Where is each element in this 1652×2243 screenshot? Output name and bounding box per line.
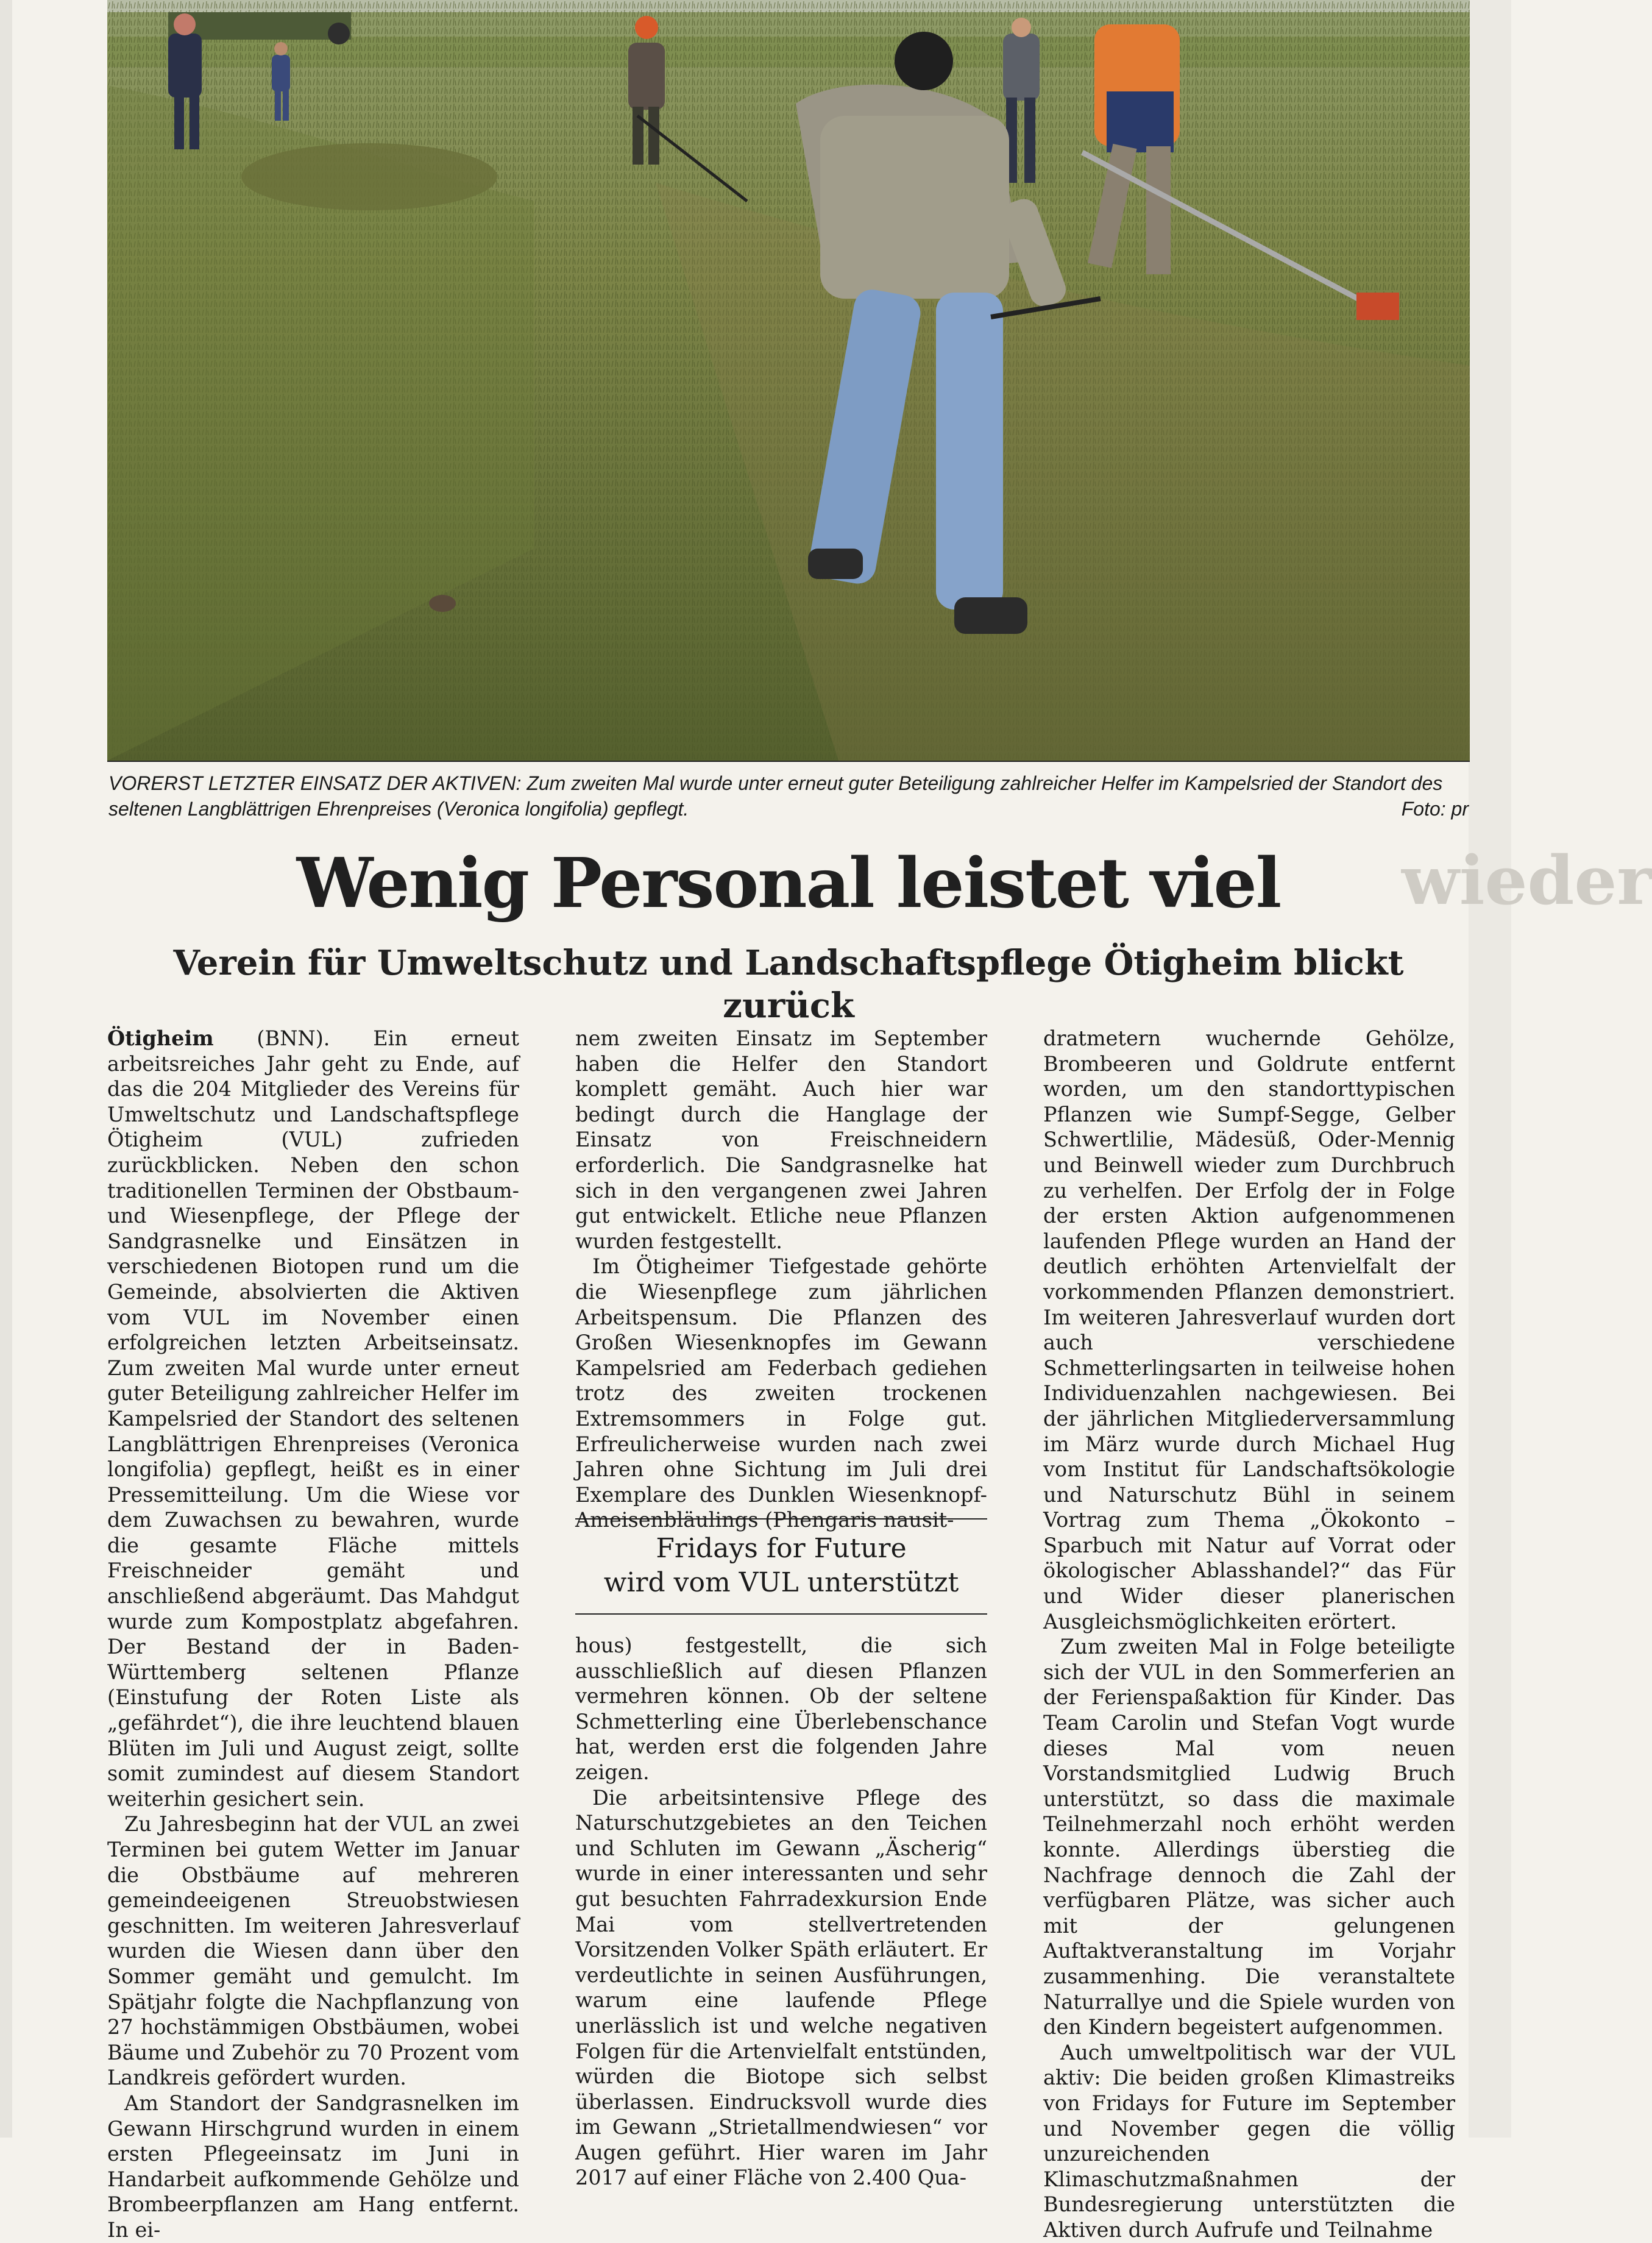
neighbor-headline-fragment: wieder [1402,841,1652,920]
paragraph-9: Zum zweiten Mal in Folge beteiligte sich der VUL in den Sommerferien an der Ferienspaßaktion für Kinder. Das Team Carolin und Stefan Vogt wurde dieses Mal vom neuen Vorstandsmitglied Ludwig Bruch unterstützt, so dass die maximale Teilnehmerzahl noch erhöht werden konnte. Allerdings überstieg die Nachfrage dennoch die Zahl der verfügbaren Plätze, was sicher auch mit der gelungenen Auftaktveranstaltung im Vorjahr zusammenhing. Die veranstaltete Naturrallye und die Spiele wurden von den Kindern begeistert aufgenommen. [1043,1635,1455,2039]
paragraph-8: dratmetern wuchernde Gehölze, Brombeeren und Goldrute entfernt worden, um den standorttypischen Pflanzen wie Sumpf-Segge, Gelber Schwertlilie, Mädesüß, Oder-Mennig und Beinwell wieder zum Durchbruch zu verhelfen. Der Erfolg der in Folge der ersten Aktion aufgenommenen laufenden Pflege wurden an Hand der deutlich erhöhten Artenvielfalt der vorkommenden Pflanzen demonstriert. Im weiteren Jahresverlauf wurden dort auch verschiedene Schmetterlingsarten in teilweise hohen Individuenzahlen nachgewiesen. Bei der jährlichen Mitgliederversammlung im März wurde durch Michael Hug vom Institut für Landschaftsökologie und Naturschutz Bühl in seinem Vortrag zum Thema „Ökokonto – Sparbuch mit Natur auf Vorrat oder ökologischer Ablasshandel?“ das Für und Wider dieser planerischen Ausgleichsmöglichkeiten erörtert. [1043,1026,1455,1633]
article-column-1 [107,1026,519,2243]
paragraph-1 [107,1026,519,1811]
article-headline: Wenig Personal leistet viel [296,844,1281,923]
paragraph-2: Zu Jahresbeginn hat der VUL an zwei Terminen bei gutem Wetter im Januar die Obstbäume auf mehreren gemeindeeigenen Streuobstwiesen geschnitten. Im weiteren Jahresverlauf wurden die Wiesen dann über den Sommer gemäht und gemulcht. Im Spätjahr folgte die Nachpflanzung von 27 hochstämmigen Obstbäumen, wobei Bäume und Zubehör zu 70 Prozent vom Landkreis gefördert wurden. [107,1812,519,2090]
intermediate-heading-line-1: Fridays for Future [656,1533,907,1564]
meadow-photo-illustration [107,0,1470,761]
paragraph-7: Die arbeitsintensive Pflege des Naturschutzgebietes an den Teichen und Schluten im Gewann „Äscherig“ wurde in einer interessanten und sehr gut besuchten Fahrradexkursion Ende Mai vom stellvertretenden Vorsitzenden Volker Späth erläutert. Er verdeutlichte in seinen Ausführungen, warum eine laufende Pflege unerlässlich ist und welche negativen Folgen für die Artenvielfalt entstünden, würden die Biotope sich selbst überlassen. Eindrucksvoll wurde dies im Gewann „Strietallmendwiesen“ vor Augen geführt. Hier waren im Jahr 2017 auf einer Fläche von 2.400 Qua- [575,1785,987,2190]
paragraph-1-text: (BNN). Ein erneut arbeitsreiches Jahr geht zu Ende, auf das die 204 Mitglieder des Vereins für Umweltschutz und Landschaftspflege Ötigheim (VUL) zufrieden zurückblicken. Neben den schon traditionellen Terminen der Obstbaum- und Wiesenpflege, der Pflege der Sandgrasnelke und Einsätzen in verschiedenen Biotopen rund um die Gemeinde, absolvierten die Aktiven vom VUL im November einen erfolgreichen letzten Arbeitseinsatz. Zum zweiten Mal wurde unter erneut guter Beteiligung zahlreicher Helfer im Kampelsried der Standort des seltenen Langblättrigen Ehrenpreises (Veronica longifolia) gepflegt, heißt es in einer Pressemitteilung. Um die Wiese vor dem Zuwachsen zu bewahren, wurde die gesamte Fläche mittels Freischneider gemäht und anschließend abgeräumt. Das Mahdgut wurde zum Kompostplatz abgefahren. Der Bestand der in Baden-Württemberg seltenen Pflanze (Einstufung der Roten Liste als „gefährdet“), die ihre leuchtend blauen Blüten im Juli und August zeigt, sollte somit zumindest auf diesem Standort weiterhin gesichert sein. [107,1026,519,1811]
photo-credit: Foto: pr [1401,798,1469,820]
page-left-edge [0,0,12,2138]
paragraph-6: hous) festgestellt, die sich ausschließlich auf diesen Pflanzen vermehren können. Ob der seltene Schmetterling eine Überlebenschance hat, werden erst die folgenden Jahre zeigen. [575,1633,987,1784]
paragraph-5: Im Ötigheimer Tiefgestade gehörte die Wiesenpflege zum jährlichen Arbeitspensum. Die Pflanzen des Großen Wiesenknopfes im Gewann Kampelsried am Federbach gediehen trotz des zweiten trockenen Extremsommers in Folge gut. Erfreulicherweise wurden nach zwei Jahren ohne Sichtung im Juli drei Exemplare des Dunklen Wiesenknopf-Ameisenbläulings (Phengaris nausit- [575,1254,987,1532]
paragraph-10: Auch umweltpolitisch war der VUL aktiv: Die beiden großen Klimastreiks von Fridays for Future im September und November gegen die völlig unzureichenden Klimaschutzmaßnahmen der Bundesregierung unterstützten die Aktiven durch Aufrufe und Teilnahme [1043,2040,1455,2242]
caption-text: Zum zweiten Mal wurde unter erneut guter Beteiligung zahlreicher Helfer im Kampelsried der Standort des seltenen Langblättrigen Ehrenpreises (Veronica longifolia) gepflegt. [108,772,1443,820]
article-column-2 [575,1026,987,2191]
caption-lead: VORERST LETZTER EINSATZ DER AKTIVEN: [108,772,522,794]
article-photo [107,0,1470,762]
intermediate-heading-line-2: wird vom VUL unterstützt [603,1567,959,1598]
photo-caption [108,770,1469,822]
article-subheadline: Verein für Umweltschutz und Landschaftspflege Ötigheim blickt zurück [173,943,1404,1026]
dateline: Ötigheim [107,1026,214,1050]
paragraph-4: nem zweiten Einsatz im September haben die Helfer den Standort komplett gemäht. Auch hier war bedingt durch die Hanglage der Einsatz von Freischneidern erforderlich. Die Sandgrasnelke hat sich in den vergangenen zwei Jahren gut entwickelt. Etliche neue Pflanzen wurden festgestellt. [575,1026,987,1253]
article-column-3 [1043,1026,1455,2243]
paragraph-3: Am Standort der Sandgrasnelken im Gewann Hirschgrund wurden in einem ersten Pflegeeinsatz im Juni in Handarbeit aufkommende Gehölze und Brombeerpflanzen am Hang entfernt. In ei- [107,2091,519,2242]
